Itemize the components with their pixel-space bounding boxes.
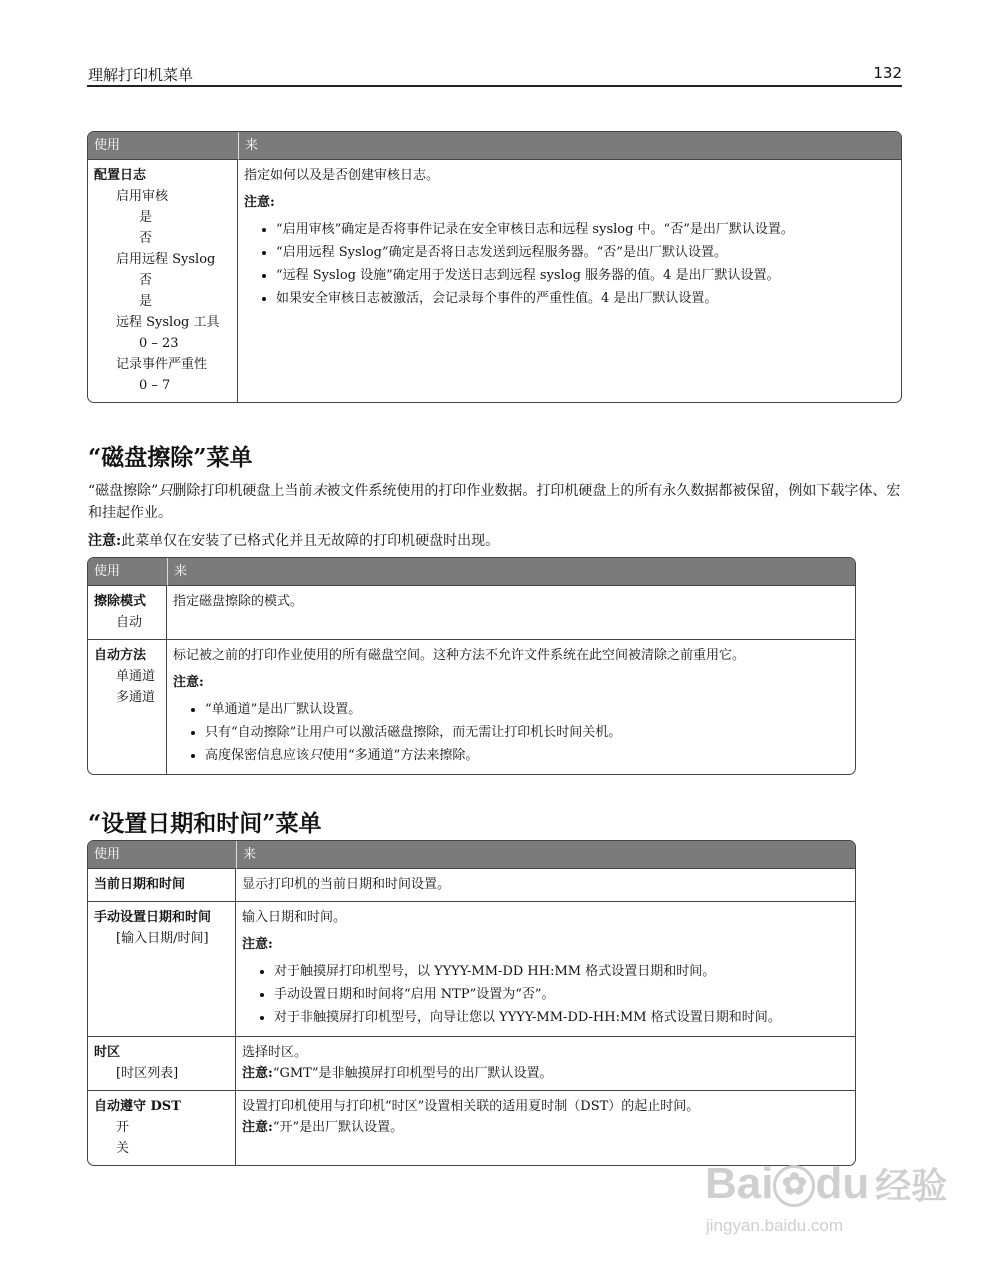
list-item: • 对于非触摸屏打印机型号，向导让您以 YYYY-MM-DD-HH:MM 格式设置日期和时间。 <box>274 1007 849 1028</box>
config-log-description <box>238 160 901 402</box>
option-value: 0 – 7 <box>139 378 171 393</box>
section-heading-disk-wipe: “磁盘擦除”菜单 <box>88 444 253 471</box>
option-value: 否 <box>139 273 153 288</box>
description-text: 设置打印机使用与打印机“时区”设置相关联的适用夏时制（DST）的起止时间。 <box>242 1099 700 1114</box>
note-list <box>244 219 895 309</box>
note-label: 注意: <box>173 675 204 690</box>
section-note <box>88 530 904 552</box>
menu-item-title: 自动遵守 DST <box>94 1099 181 1114</box>
manual-date-time-cell <box>88 901 236 1036</box>
disk-wipe-table <box>87 557 856 775</box>
wipe-mode-description: 指定磁盘擦除的模式。 <box>173 594 304 609</box>
menu-item-title: 配置日志 <box>94 168 147 183</box>
col-header-purpose: 来 <box>236 841 855 869</box>
page-header-title: 理解打印机菜单 <box>88 66 194 84</box>
description-text: 标记被之前的打印作业使用的所有磁盘空间。这种方法不允许文件系统在此空间被清除之前重用它。 <box>173 648 746 663</box>
option-value: 否 <box>139 231 153 246</box>
manual-date-time-description <box>236 901 855 1036</box>
description-text: 输入日期和时间。 <box>242 910 347 925</box>
list-item: • “远程 Syslog 设施”确定用于发送日志到远程 syslog 服务器的值。4 是出厂默认设置。 <box>276 265 895 286</box>
para-text: “磁盘擦除” <box>88 483 159 499</box>
header-rule <box>87 85 902 87</box>
option-label: 启用远程 Syslog <box>116 252 216 267</box>
col-header-purpose: 来 <box>238 132 901 160</box>
option-value: 关 <box>116 1141 130 1156</box>
watermark-brand: Bai <box>705 1159 774 1208</box>
section-heading-date-time: “设置日期和时间”菜单 <box>88 810 322 837</box>
watermark-url: jingyan.baidu.com <box>706 1216 844 1235</box>
para-text: 删除打印机硬盘上当前 <box>172 483 313 499</box>
note-text: “GMT”是非触摸屏打印机型号的出厂默认设置。 <box>272 1066 553 1081</box>
list-item: • “启用远程 Syslog”确定是否将日志发送到远程服务器。“否”是出厂默认设置。 <box>276 242 895 263</box>
list-text: 高度保密信息应该 <box>205 748 310 763</box>
page-number: 132 <box>873 64 902 82</box>
para-text: 被文件系统使用的打印作业数据。打印机硬盘上的所有永久数据都被保留，例如下载字体、宏和挂起作业。 <box>88 483 901 521</box>
current-date-time-cell <box>88 869 236 901</box>
current-date-time-description: 显示打印机的当前日期和时间设置。 <box>242 877 451 892</box>
option-value: [时区列表] <box>116 1066 179 1081</box>
list-item: • 手动设置日期和时间将“启用 NTP”设置为“否”。 <box>274 984 849 1005</box>
col-header-use: 使用 <box>88 841 236 869</box>
note-label: 注意: <box>88 533 122 549</box>
wipe-mode-cell <box>88 586 167 639</box>
list-item: • “单通道”是出厂默认设置。 <box>205 699 849 720</box>
para-emphasis: 未 <box>312 483 327 499</box>
list-item: • 如果安全审核日志被激活，会记录每个事件的严重性值。4 是出厂默认设置。 <box>276 288 895 309</box>
menu-item-title: 时区 <box>94 1045 121 1060</box>
note-label: 注意: <box>242 1066 273 1081</box>
note-label: 注意: <box>242 1120 273 1135</box>
note-label: 注意: <box>242 937 273 952</box>
config-log-cell <box>88 160 238 402</box>
note-list <box>242 961 849 1028</box>
date-time-table <box>87 840 856 1166</box>
list-item <box>205 745 849 766</box>
option-label: 记录事件严重性 <box>116 357 208 372</box>
option-value: 是 <box>139 294 153 309</box>
list-text: 使用“多通道”方法来擦除。 <box>322 748 479 763</box>
auto-dst-description <box>236 1090 855 1165</box>
option-value: 单通道 <box>116 669 156 684</box>
watermark-logo <box>705 1158 947 1209</box>
config-log-table <box>87 131 902 403</box>
menu-item-title: 手动设置日期和时间 <box>94 910 212 925</box>
menu-item-title: 当前日期和时间 <box>94 877 186 892</box>
timezone-description <box>236 1036 855 1090</box>
auto-dst-cell <box>88 1090 236 1165</box>
note-text: “开”是出厂默认设置。 <box>272 1120 404 1135</box>
list-emphasis: 只 <box>309 748 323 763</box>
menu-item-title: 擦除模式 <box>94 594 147 609</box>
list-item: • 只有“自动擦除”让用户可以激活磁盘擦除，而无需让打印机长时间关机。 <box>205 722 849 743</box>
menu-item-title: 自动方法 <box>94 648 147 663</box>
timezone-cell <box>88 1036 236 1090</box>
description-text: 指定如何以及是否创建审核日志。 <box>244 168 440 183</box>
option-value: [输入日期/时间] <box>116 931 209 946</box>
col-header-purpose: 来 <box>167 558 855 586</box>
auto-method-description <box>167 639 855 774</box>
list-item: • “启用审核”确定是否将事件记录在安全审核日志和远程 syslog 中。“否”是出厂默认设置。 <box>276 219 895 240</box>
note-list <box>173 699 849 766</box>
option-value: 自动 <box>116 615 143 630</box>
auto-method-cell <box>88 639 167 774</box>
list-item: • 对于触摸屏打印机型号，以 YYYY-MM-DD HH:MM 格式设置日期和时间。 <box>274 961 849 982</box>
option-label: 启用审核 <box>116 189 169 204</box>
intro-paragraph <box>88 480 904 524</box>
option-value: 0 – 23 <box>139 336 179 351</box>
note-label: 注意: <box>244 195 275 210</box>
note-text: 此菜单仅在安装了已格式化并且无故障的打印机硬盘时出现。 <box>121 533 500 549</box>
col-header-use: 使用 <box>88 558 167 586</box>
description-text: 选择时区。 <box>242 1045 308 1060</box>
option-value: 多通道 <box>116 690 156 705</box>
watermark-brand: du <box>815 1159 870 1208</box>
option-label: 远程 Syslog 工具 <box>116 315 220 330</box>
para-emphasis: 只 <box>158 483 173 499</box>
col-header-use: 使用 <box>88 132 238 160</box>
option-value: 开 <box>116 1120 130 1135</box>
watermark-text: 经验 <box>875 1165 948 1206</box>
option-value: 是 <box>139 210 153 225</box>
paw-icon: ✿ <box>773 1165 815 1207</box>
